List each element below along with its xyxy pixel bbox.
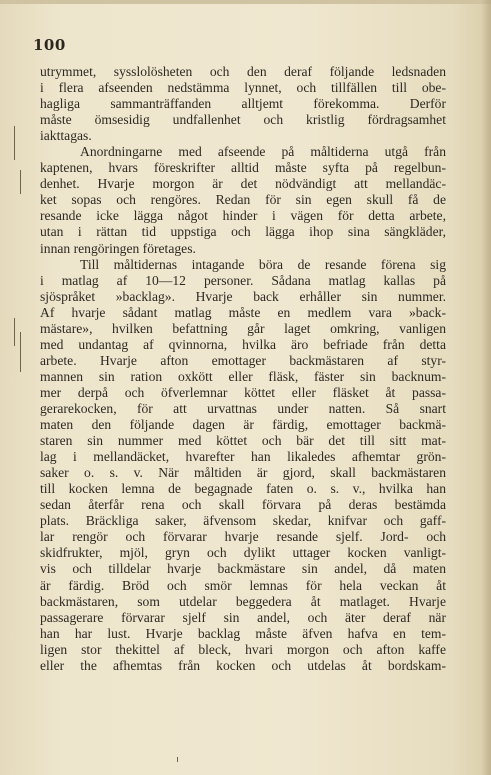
text-line: ket sopas och rengöres. Redan för sin egen skull få de bbox=[40, 192, 446, 208]
page-edge-shadow bbox=[481, 0, 491, 775]
text-line: är färdig. Bröd och smör lemnas för hela veckan åt bbox=[40, 577, 446, 593]
text-line: eller the afhemtas från kocken och utdelas åt bordskam- bbox=[40, 657, 446, 673]
text-line: maten den följande dagen är färdig, emottager backmä- bbox=[40, 417, 446, 433]
text-line: Anordningarne med afseende på måltiderna utgå från bbox=[80, 144, 446, 160]
text-line: backmästaren, som utdelar beggedera åt matlaget. Hvarje bbox=[40, 593, 446, 609]
text-line: mannen sin ration oxkött eller fläsk, fäster sin backnum- bbox=[40, 368, 446, 384]
text-line: utrymmet, sysslolösheten och den deraf följande ledsnaden bbox=[40, 64, 446, 79]
text-line: saker o. s. v. När måltiden är gjord, skall backmästaren bbox=[40, 465, 446, 481]
text-line: staren sin nummer med köttet och bär det till sitt mat- bbox=[40, 433, 446, 449]
text-line: kaptenen, hvars föreskrifter alltid måste syfta på regelbun- bbox=[40, 160, 446, 176]
page-top-edge bbox=[0, 0, 491, 4]
margin-pencil-mark bbox=[20, 332, 21, 372]
text-line: hagliga sammanträffanden alltjemt förekomma. Derför bbox=[40, 96, 446, 112]
text-line: sedan återfår rena och skall förvara på deras bestämda bbox=[40, 497, 446, 513]
text-line: lag i mellandäcket, hvarefter han likaledes afhemtar grön- bbox=[40, 449, 446, 465]
text-line: lar rengör och förvarar hvarje resande sjelf. Jord- och bbox=[40, 529, 446, 545]
page-number: 100 bbox=[33, 36, 66, 54]
text-line: sjöspråket »backlag». Hvarje back erhåller sin nummer. bbox=[40, 288, 446, 304]
text-line: resande icke lägga något hinder i vägen för detta arbete, bbox=[40, 208, 446, 224]
text-line: denhet. Hvarje morgon är det nödvändigt att mellandäc- bbox=[40, 176, 446, 192]
text-line: vis och tilldelar hvarje backmästare sin andel, då maten bbox=[40, 561, 446, 577]
text-line: Af hvarje sådant matlag måste en medlem vara »back- bbox=[40, 304, 446, 320]
text-line: med undantag af qvinnorna, hvilka äro befriade från detta bbox=[40, 336, 446, 352]
text-line: mästare», hvilken befattning går laget omkring, vanligen bbox=[40, 320, 446, 336]
text-line: passagerare förvarar sjelf sin andel, och äter deraf när bbox=[40, 609, 446, 625]
foot-pencil-mark bbox=[177, 757, 178, 762]
text-line: i matlag af 10—12 personer. Sådana matlag kallas på bbox=[40, 272, 446, 288]
margin-pencil-mark bbox=[20, 170, 21, 194]
body-text bbox=[40, 64, 446, 674]
text-line: utan i rättan tid uppstiga och lägga ihop sina sängkläder, bbox=[40, 224, 446, 240]
text-line: i flera afseenden nedstämma lynnet, och tillfällen till obe- bbox=[40, 80, 446, 96]
text-line: iakttagas. bbox=[40, 128, 92, 144]
text-line: Till måltidernas intagande böra de resande förena sig bbox=[80, 256, 446, 272]
text-line: ligen stor thekittel af bleck, hvari morgon och afton kaffe bbox=[40, 641, 446, 657]
margin-pencil-mark bbox=[14, 126, 15, 160]
text-line: gerarekocken, för att urvattnas under natten. Så snart bbox=[40, 400, 446, 416]
text-line: arbete. Hvarje afton emottager backmästaren af styr- bbox=[40, 352, 446, 368]
text-line: plats. Bräckliga saker, äfvensom skedar, knifvar och gaff- bbox=[40, 513, 446, 529]
text-line: måste ömsesidig undfallenhet och kristlig fördragsamhet bbox=[40, 112, 446, 128]
margin-pencil-mark bbox=[14, 318, 15, 346]
text-line: innan rengöringen företages. bbox=[40, 240, 196, 256]
text-line: mer derpå och öfverlemnar köttet eller fläsket åt passa- bbox=[40, 384, 446, 400]
text-line: till kocken lemna de begagnade faten o. s. v., hvilka han bbox=[40, 481, 446, 497]
text-line: skidfrukter, mjöl, gryn och dylikt uttager kocken vanligt- bbox=[40, 545, 446, 561]
text-line: han har lust. Hvarje backlag måste äfven hafva en tem- bbox=[40, 625, 446, 641]
